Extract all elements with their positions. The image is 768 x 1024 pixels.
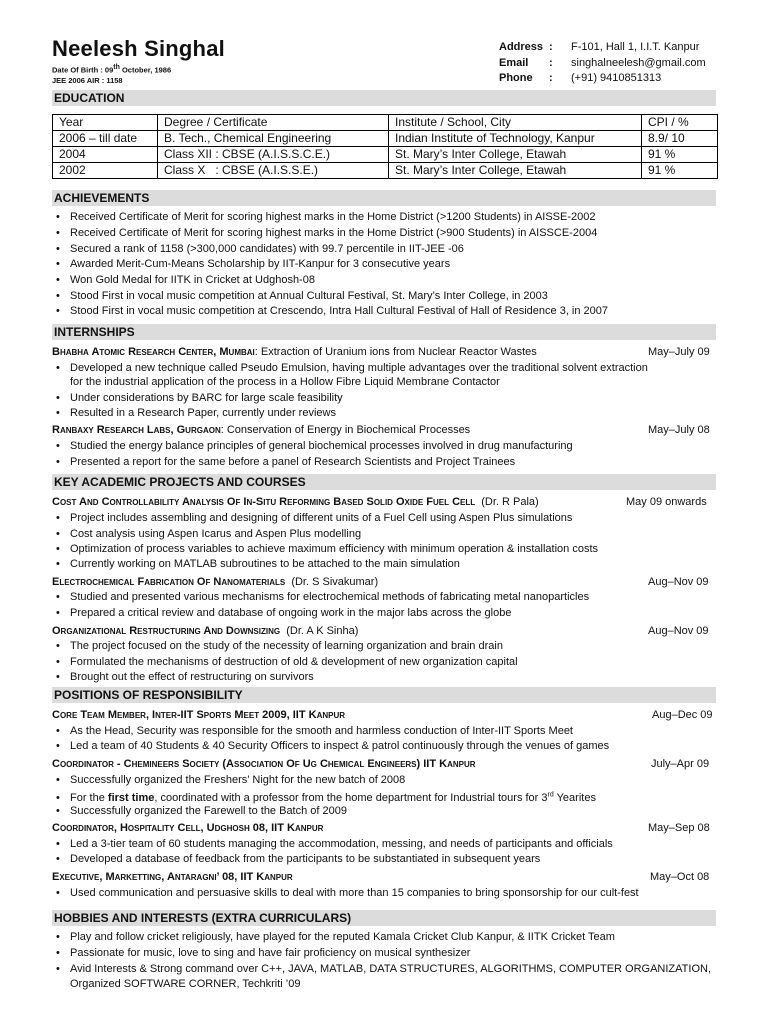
- position-1-date: Aug–Dec 09: [652, 709, 713, 721]
- position-3-heading: Coordinator, Hospitality Cell, Udghosh 08, IIT Kanpur: [52, 822, 324, 834]
- col-year: Year: [53, 115, 158, 131]
- list-item: • Project includes assembling and designing of different units of a Fuel Cell using Aspen Plus simulations: [56, 512, 573, 524]
- list-item: • Under considerations by BARC for large scale feasibility: [56, 392, 343, 404]
- position-2-date: July–Apr 09: [651, 758, 710, 770]
- list-item: • The project focused on the study of the necessity of learning organization and brain drain: [56, 640, 503, 652]
- education-header-row: [53, 115, 718, 131]
- col-degree: Degree / Certificate: [158, 115, 389, 131]
- candidate-name: Neelesh Singhal: [52, 36, 225, 61]
- list-item: • Stood First in vocal music competition at Annual Cultural Festival, St. Mary’s Inter College, in 2003: [56, 290, 548, 302]
- position-1-heading: Core Team Member, Inter-IIT Sports Meet 2009, IIT Kanpur: [52, 709, 346, 721]
- section-projects: KEY ACADEMIC PROJECTS AND COURSES: [52, 474, 716, 490]
- cell: 91 %: [642, 163, 718, 179]
- cell: 2004: [53, 147, 158, 163]
- list-item: • Passionate for music, love to sing and have fair proficiency on musical synthesizer: [56, 947, 471, 959]
- list-item: • Studied the energy balance principles of general biochemical processes involved in drug manufacturing: [56, 440, 573, 452]
- project-3-date: Aug–Nov 09: [648, 625, 709, 637]
- project-1-date: May 09 onwards: [626, 496, 707, 508]
- list-item-continued: for the industrial application of the process in a Hollow Fibre Liquid Membrane Contactor: [70, 376, 500, 388]
- cell: Class X : CBSE (A.I.S.S.E.): [158, 163, 389, 179]
- phone-label: Phone: [499, 72, 533, 84]
- list-item: • Led a team of 40 Students & 40 Security Officers to inspect & patrol continuously through the venues of games: [56, 740, 610, 752]
- list-item: • Developed a new technique called Pseudo Emulsion, having multiple advantages over the traditional solvent extraction: [56, 362, 648, 374]
- position-3-date: May–Sep 08: [648, 822, 710, 834]
- list-item: • Studied and presented various mechanisms for electrochemical methods of fabricating metal nanoparticles: [56, 591, 590, 603]
- email-row: Email : singhalneelesh@gmail.com: [499, 56, 706, 72]
- project-2-date: Aug–Nov 09: [648, 576, 709, 588]
- achievement-6: Stood First in vocal music competition at Annual Cultural Festival, St. Mary’s Inter College, in 2003: [70, 290, 548, 302]
- section-internships: INTERNSHIPS: [52, 324, 716, 340]
- project-2-heading: Electrochemical Fabrication Of Nanomaterials (Dr. S Sivakumar): [52, 576, 379, 588]
- cell: Class XII : CBSE (A.I.S.S.C.E.): [158, 147, 389, 163]
- section-achievements: ACHIEVEMENTS: [52, 190, 716, 206]
- phone-row: Phone : (+91) 9410851313: [499, 71, 706, 87]
- list-item: • Successfully organized the Farewell to the Batch of 2009: [56, 805, 347, 817]
- phone-value: (+91) 9410851313: [571, 72, 662, 84]
- achievement-1: Received Certificate of Merit for scoring highest marks in the Home District (>1200 Students) in AISSE-2002: [70, 211, 596, 223]
- cell: Indian Institute of Technology, Kanpur: [389, 131, 642, 147]
- project-1-heading: Cost And Controllability Analysis Of In-Situ Reforming Based Solid Oxide Fuel Cell (Dr. R Pala): [52, 496, 539, 508]
- address-label: Address: [499, 41, 544, 53]
- cell: 2002: [53, 163, 158, 179]
- cell: 91 %: [642, 147, 718, 163]
- list-item: • Resulted in a Research Paper, currently under reviews: [56, 407, 336, 419]
- col-cpi: CPI / %: [642, 115, 718, 131]
- list-item: • Avid Interests & Strong command over C++, JAVA, MATLAB, DATA STRUCTURES, ALGORITHMS, COMPUTER ORGANIZATION,: [56, 963, 711, 975]
- internship-barc-date: May–July 09: [648, 346, 710, 358]
- list-item: • Cost analysis using Aspen Icarus and Aspen Plus modelling: [56, 528, 362, 540]
- list-item: • For the first time, coordinated with a professor from the home department for Industrial tours for 3rd Yearites: [56, 791, 596, 804]
- position-2-bullet-2: For the first time, coordinated with a professor from the home department for Industrial tours for 3rd Yearites: [70, 791, 596, 804]
- section-positions: POSITIONS OF RESPONSIBILITY: [52, 687, 716, 703]
- position-2-heading: Coordinator - Chemineers Society (Association Of Ug Chemical Engineers) IIT Kanpur: [52, 758, 476, 770]
- list-item: • Presented a report for the same before a panel of Research Scientists and Project Trainees: [56, 456, 516, 468]
- table-row: [53, 131, 718, 147]
- address-value: F-101, Hall 1, I.I.T. Kanpur: [571, 41, 700, 53]
- col-institute: Institute / School, City: [389, 115, 642, 131]
- position-4-heading: Executive, Marketting, Antaragni’ 08, IIT Kanpur: [52, 871, 293, 883]
- list-item: • Currently working on MATLAB subroutines to be attached to the main simulation: [56, 558, 460, 570]
- list-item: • Awarded Merit-Cum-Means Scholarship by IIT-Kanpur for 3 consecutive years: [56, 258, 451, 270]
- address-row: Address : F-101, Hall 1, I.I.T. Kanpur: [499, 40, 706, 56]
- list-item: • Developed a database of feedback from the participants to be substantiated in subsequent years: [56, 853, 541, 865]
- achievement-2: Received Certificate of Merit for scoring highest marks in the Home District (>900 Students) in AISSCE-2004: [70, 227, 598, 239]
- achievement-5: Won Gold Medal for IITK in Cricket at Udghosh-08: [70, 274, 315, 286]
- internship-ranbaxy-heading: Ranbaxy Research Labs, Gurgaon: Conservation of Energy in Biochemical Processes: [52, 424, 471, 436]
- list-item: • Received Certificate of Merit for scoring highest marks in the Home District (>1200 Students) in AISSE-2002: [56, 211, 596, 223]
- jee-rank: JEE 2006 AIR : 1158: [52, 76, 123, 85]
- contact-block: [499, 40, 706, 87]
- table-row: [53, 163, 718, 179]
- cell: 8.9/ 10: [642, 131, 718, 147]
- list-item: • Successfully organized the Freshers’ Night for the new batch of 2008: [56, 774, 406, 786]
- table-row: [53, 147, 718, 163]
- achievement-7: Stood First in vocal music competition at Crescendo, Intra Hall Cultural Festival of Hall of Residence 3, in 2007: [70, 305, 609, 317]
- email-label: Email: [499, 56, 529, 69]
- internship-barc-heading: Bhabha Atomic Research Center, Mumbai: Extraction of Uranium ions from Nuclear Reactor Wastes: [52, 346, 537, 358]
- section-education: EDUCATION: [52, 90, 716, 106]
- list-item: • Stood First in vocal music competition at Crescendo, Intra Hall Cultural Festival of Hall of Residence 3, in 2007: [56, 305, 609, 317]
- list-item: • Used communication and persuasive skills to deal with more than 15 companies to bring sponsorship for our cult-fest: [56, 887, 639, 899]
- list-item: • As the Head, Security was responsible for the smooth and harmless conduction of Inter-IIT Sports Meet: [56, 725, 573, 737]
- list-item: • Optimization of process variables to achieve maximum efficiency with minimum operation & installation costs: [56, 543, 599, 555]
- list-item: • Brought out the effect of restructuring on survivors: [56, 671, 314, 683]
- list-item-continued: Organized SOFTWARE CORNER, Techkriti ’09: [70, 978, 301, 990]
- position-4-date: May–Oct 08: [650, 871, 710, 883]
- email-value[interactable]: singhalneelesh@gmail.com: [571, 56, 706, 69]
- list-item: • Won Gold Medal for IITK in Cricket at Udghosh-08: [56, 274, 315, 286]
- cell: St. Mary’s Inter College, Etawah: [389, 147, 642, 163]
- list-item: • Led a 3-tier team of 60 students managing the accommodation, messing, and needs of participants and officials: [56, 838, 613, 850]
- internship-ranbaxy-date: May–July 08: [648, 424, 710, 436]
- achievement-3: Secured a rank of 1158 (>300,000 candidates) with 99.7 percentile in IIT-JEE -06: [70, 243, 464, 255]
- project-3-heading: Organizational Restructuring And Downsizing (Dr. A K Sinha): [52, 625, 359, 637]
- list-item: • Prepared a critical review and database of ongoing work in the major labs across the globe: [56, 607, 512, 619]
- list-item: • Secured a rank of 1158 (>300,000 candidates) with 99.7 percentile in IIT-JEE -06: [56, 243, 464, 255]
- cell: 2006 – till date: [53, 131, 158, 147]
- achievement-4: Awarded Merit-Cum-Means Scholarship by IIT-Kanpur for 3 consecutive years: [70, 258, 451, 270]
- cell: St. Mary’s Inter College, Etawah: [389, 163, 642, 179]
- list-item: • Formulated the mechanisms of destruction of old & development of new organization capital: [56, 656, 518, 668]
- date-of-birth: Date Of Birth : 09th October, 1986: [52, 64, 172, 75]
- cell: B. Tech., Chemical Engineering: [158, 131, 389, 147]
- list-item: • Play and follow cricket religiously, have played for the reputed Kamala Cricket Club Kanpur, & IITK Cricket Team: [56, 931, 615, 943]
- education-table: [52, 114, 718, 179]
- list-item: • Received Certificate of Merit for scoring highest marks in the Home District (>900 Students) in AISSCE-2004: [56, 227, 598, 239]
- section-hobbies: HOBBIES AND INTERESTS (EXTRA CURRICULARS): [52, 910, 716, 926]
